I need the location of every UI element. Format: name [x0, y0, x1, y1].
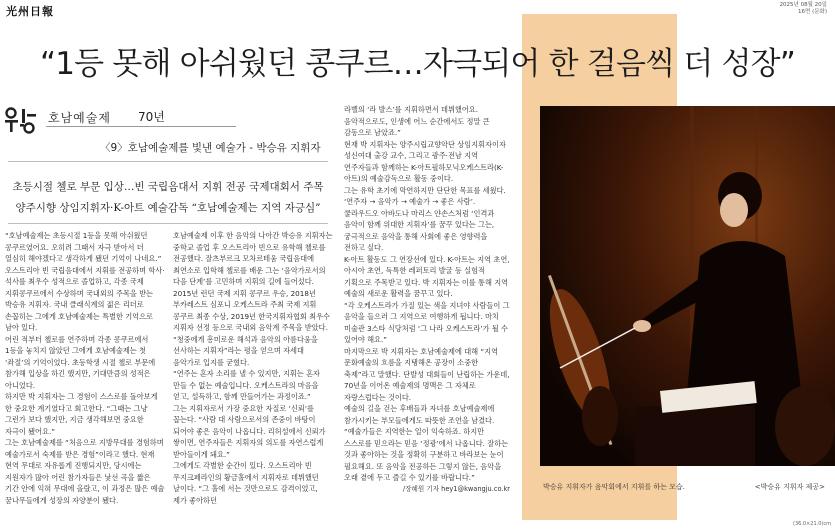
dateline-date: 2025년 08월 20일	[779, 2, 827, 8]
article-column-1	[5, 230, 165, 505]
series-number: 70년	[138, 110, 165, 124]
paragraph: “호남예술제는 초등시절 1등을 못해 아쉬웠던 콩쿠르였어요. 오히려 그때서 자극 받아서 더 열심히 해야겠다고 생각하게 됐던 기억이 나네요.”	[5, 231, 162, 263]
paragraph: 그는 지휘자로서 가장 중요한 자질로 ‘신뢰’를 꼽는다. “사람 대 사람으로서의 존중이 바탕이 되어야 좋은 음악이 나옵니다. 리허설에서 신뢰가 쌓이면, 연주자들은 지휘자의 의도를 자연스럽게 받아들이게 돼요.”	[173, 403, 326, 459]
series-logo-icon	[3, 106, 39, 134]
paragraph: 그는 유학 초기에 막연하지만 단단한 목표를 세웠다. ‘연주자 → 음악가 → 예술가 → 좋은 사람’. 쿨라우드오 아바도나 마리스 얀손스처럼 ‘인격과 음악이 함께 위대한 지휘자’를 꿈꾸 있다는 그는, 궁극적으로 음악을 통해 사회에 좋은 영향력을 전하고 싶다.	[344, 185, 506, 252]
newspaper-masthead: 光州日報	[6, 5, 54, 18]
subhead-2: 양주시향 상임지휘자·K-아트 예술감독 “호남예술제는 지역 자긍심”	[15, 202, 321, 214]
paragraph: 마지막으로 박 지휘자는 호남예술제에 대해 “지역 문화예술의 흐름을 지탱해온 공장이 소중한 축제”라고 말했다. 단발성 대회들이 난립하는 가운데, 70년을 이어온 예술제의 명맥은 그 자체로 자랑스럽다는 것이다.	[344, 346, 510, 402]
page-size-info: (36.0×21.0)cm	[793, 521, 831, 527]
dateline-section: 16면 (문화)	[798, 9, 827, 15]
series-name: 호남예술제	[48, 111, 111, 125]
paragraph: “연주는 혼자 소리를 낼 수 있지만, 지휘는 혼자 만들 수 없는 예술입니다. 오케스트라의 마음을 얻고, 설득하고, 함께 만들어가는 과정이죠.”	[173, 369, 320, 401]
paragraph: 라벨의 ‘라 발스’를 지휘하면서 데뷔했어요. 음악적으로도, 인생에 어느 순간에서도 정말 큰 감동으로 남았죠.”	[344, 105, 490, 137]
paragraph: 하지만 박 지휘자는 그 경험이 스스로를 돌아보게 한 중요한 계기였다고 회고한다. “그때는 그냥 그런가 보다 했지만, 지금 생각해보면 중요한 자극이 됐어요.”	[5, 392, 158, 436]
subhead-1: 초등시절 첼로 부문 입상…빈 국립음대서 지휘 전공 국제대회서 주목	[12, 181, 324, 193]
paragraph: 호남예술제 이후 한 음악의 나아간 박승유 지휘자는 중학교 졸업 후 오스트리아 빈으로 유학해 첼로를 전공했다. 잘츠부르크 모차르테움 국립음대에 최연소로 입학해 첼로를 배운 그는 ‘음악가로서의 다음 단계’를 고민하며 지휘의 길에 들어섰다.	[173, 231, 333, 286]
divider	[8, 161, 328, 162]
dateline	[780, 2, 827, 16]
series-rule	[46, 126, 236, 127]
paragraph: 예술의 길을 걷는 후배들과 자녀를 호남예술제에 참가시키는 부모들에게도 따뜻한 조언을 남겼다.	[344, 404, 495, 425]
headline: “1등 못해 아쉬웠던 콩쿠르…자극되어 한 걸음씩 더 성장”	[39, 46, 796, 82]
paragraph: 어린 적부터 첼로를 연주하며 각종 콩쿠르에서 1등을 놓치지 않았던 그에게 호남예술제는 첫 ‘좌절’의 기억이었다. 초등학생 시절 첼로 부문에 참가해 입상을 하긴 했지만, 기대만큼의 성적은 아니었다.	[5, 334, 156, 390]
byline: /장혜원 기자 hey1@kwangju.co.kr	[402, 485, 510, 493]
divider	[8, 223, 328, 224]
paragraph: 현재 박 지휘자는 양주시립교향악단 상임지휘자이자 성신여대 출강 교수, 그리고 광주·전남 지역 연주자들과 함께하는 K-아트필하모닉오케스트라(K-아트)의 예술감독으로 활동 중이다.	[344, 139, 506, 183]
paragraph: “청중에게 흥미로운 해석과 음악의 아름다움을 선사하는 지휘자”라는 평을 얻으며 자세대 음악가로 입지를 굳혔다.	[173, 334, 318, 367]
paragraph: 그에게도 각별한 순간이 있다. 오스트리아 빈 무지크페라인의 황금홀에서 지휘자로 데뷔했던 날이다. “그 홀에 서는 것만으로도 감격이었고, 제가 좋아하던	[173, 461, 319, 505]
paragraph: 2015년 런던 국제 지휘 콩쿠르 우승, 2018년 부카레스트 심포니 오케스트라 주최 국제 지휘 콩쿠르 최종 수상, 2019년 한국지휘자협회 최우수 지휘자 선정 등으로 국내외 음악계 주목을 받았다.	[173, 288, 330, 332]
paragraph: “예술가들은 지역한는 일이 익숙하죠. 하지만 스스로를 믿으라는 믿음 ‘정광’에서 나옵니다. 잘하는 것과 좋아하는 것을 정확히 구분하고 바라보는 눈이 필요해요. 또 음악을 전공하든 그렇지 않든, 음악을 오래 곁에 두고 즐길 수 있기를 바랍니다.”	[344, 427, 509, 482]
paragraph: 오스트리아 빈 국립음대에서 지휘를 전공하며 학사·석사를 최우수 성적으로 졸업하고, 각종 국제 지휘콩쿠르에서 수상하며 국내외의 주목을 받는 박승유 지휘자. 국내 클래식계의 젊은 리더로 손꼽히는 그에게 호남예술제는 특별한 기억으로 남아 있다.	[5, 265, 165, 332]
paragraph: “각 오케스트라가 가질 있는 색을 지녀야 사람들이 그 음악을 들으러 그 지역으로 여행하게 됩니다. 마치 미술관 3스타 식당처럼 ‘그 나라 오케스트라’가 될 수 있어야 해요.”	[344, 300, 510, 344]
photo-credit: <박승유 지휘자 제공>	[754, 483, 825, 491]
installment-title: 〈9〉호남예술제를 빛낸 예술가 - 박승유 지휘자	[100, 142, 321, 154]
photo-caption: 박승유 지휘자가 음악회에서 지휘를 하는 모습.	[543, 483, 685, 491]
conductor-photo	[540, 106, 835, 466]
paragraph: K-아트 활동도 그 연장선에 있다. K-아트는 지역 초연, 아시아 초연, 독특한 레퍼토리 발굴 등 실험적 기획으로 주목받고 있다. 박 지휘자는 이를 통해 지역 예술의 새로운 활력을 꿈꾸고 있다.	[344, 254, 510, 298]
article-column-3	[344, 104, 510, 496]
article-column-2	[173, 230, 333, 505]
paragraph: 그는 호남예술제를 “처음으로 지방무대를 경험하며 예술가로서 숙제를 받은 경험”이라고 했다. 현재 현역 무대로 자유롭게 진행되지만, 당시에는 지원자가 많아 어린 참가자들은 낯선 곡을 짧은 기간 안에 익혀 무대에 올랐고, 이 과정은 많은 예술 꿈나무들에게 성장의 자양분이 됐다.	[5, 438, 165, 505]
